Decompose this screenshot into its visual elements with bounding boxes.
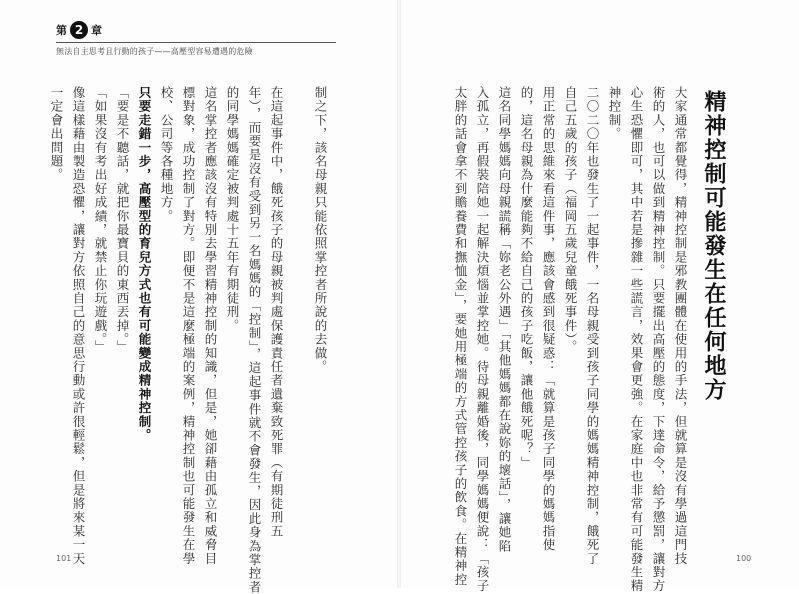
text-column: 這名掌控者應該沒有特別去學習精神控制的知識，但是，她卻藉由孤立和威脅目 <box>203 86 218 566</box>
text-column: 自己五歲的孩子（福岡五歲兒童餓死事件）。 <box>563 86 578 354</box>
quote-column: 「如果沒有考出好成績，就禁止你玩遊戲。」 <box>93 86 108 354</box>
book-gutter <box>397 0 401 588</box>
chapter-prefix: 第 <box>56 24 67 37</box>
text-column: 的，這名母親為什麼能夠不給自己的孩子吃飯，讓他餓死呢？」 <box>519 86 534 470</box>
text-column: 心生恐懼即可，其中若是摻雜一些謊言，效果會更強。在家庭中也非常有可能發生精 <box>629 86 644 593</box>
text-column: 用正常的思維來看這件事，應該會感到很疑惑：「就算是孩子同學的媽媽指使 <box>541 86 556 552</box>
text-column: 神控制。 <box>607 86 622 141</box>
quote-column: 「要是不聽話，就把你最寶貝的東西丟掉。」 <box>115 86 130 354</box>
emphasized-text-column: 只要走錯一步，高壓型的育兒方式也有可能變成精神控制。 <box>137 86 152 443</box>
running-header-subtitle: 無法自主思考且行動的孩子——高壓型容易遭遇的危險 <box>56 47 253 56</box>
text-column: 太胖的話會拿不到贍養費和撫恤金」，要她用極端的方式管控孩子的飲食。在精神控 <box>453 86 468 587</box>
text-column: 的同學媽媽確定被判處十五年有期徒刑。 <box>225 86 240 333</box>
header-rule <box>56 42 336 43</box>
text-column: 這名同學媽媽向母親謊稱「妳老公外遇」「其他媽媽都在說妳的壞話」，讓她陷 <box>497 86 512 553</box>
chapter-suffix: 章 <box>91 24 102 37</box>
text-column: 年），而要是沒有受到另一名媽媽的「控制」，這起事件就不會發生，因此身為掌控者 <box>247 86 262 594</box>
section-heading: 精神控制可能發生在任何地方 <box>701 90 726 402</box>
text-column: 入孤立，再假裝陪她一起解決煩惱並掌控她。待母親離婚後，同學媽媽便說：「孩子 <box>475 86 490 593</box>
text-column: 像這樣藉由製造恐懼，讓對方依照自己的意思行動或許很輕鬆，但是將來某一天 <box>71 86 86 566</box>
text-column: 在這起事件中，餓死孩子的母親被判處保護責任者遺棄致死罪（有期徒刑五 <box>269 86 284 539</box>
text-column: 標對象，成功控制了對方。即便不是這麼極端的案例，精神控制也可能發生在學 <box>181 86 196 566</box>
text-column: 大家通常都覺得，精神控制是邪教團體在使用的手法，但就算是沒有學過這門技 <box>673 86 688 566</box>
chapter-marker <box>56 20 102 40</box>
chapter-number: 2 <box>70 21 88 39</box>
text-column: 二〇二〇年也發生了一起事件，一名母親受到孩子同學的媽媽精神控制，餓死了 <box>585 86 600 566</box>
page-number-right: 100 <box>736 554 752 563</box>
text-column: 一定會出問題。 <box>49 86 64 182</box>
text-column: 校、公司等各種地方。 <box>159 86 174 223</box>
page-number-left: 101 <box>56 554 72 563</box>
text-column: 制之下，該名母親只能依照掌控者所說的去做。 <box>313 86 328 374</box>
text-column: 術的人，也可以做到精神控制。只要擺出高壓的態度，下達命令，給予懲罰，讓對方 <box>651 86 666 593</box>
